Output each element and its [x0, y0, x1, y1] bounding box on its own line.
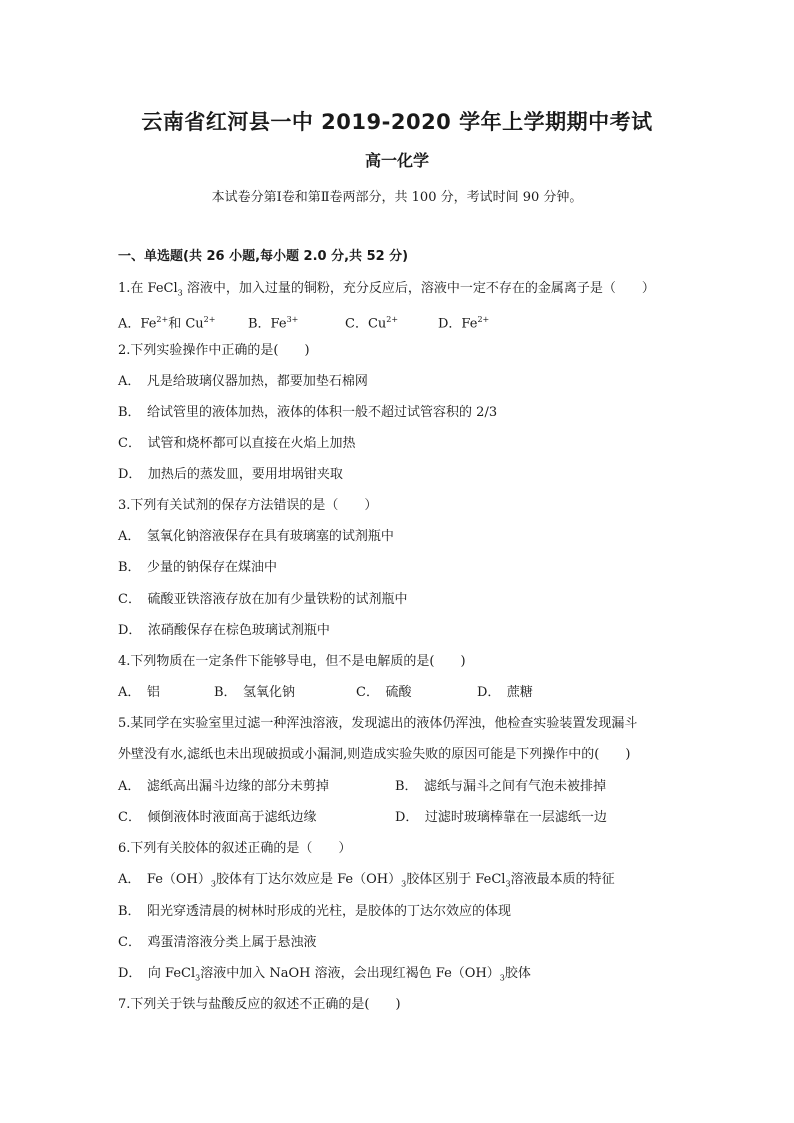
- exam-intro: 本试卷分第Ⅰ卷和第Ⅱ卷两部分，共 100 分，考试时间 90 分钟。: [211, 190, 583, 205]
- q2-option-a: A． 凡是给玻璃仪器加热，都要加垫石棉网: [118, 374, 368, 389]
- exam-subtitle: 高一化学: [364, 151, 429, 170]
- q3-option-c: C． 硫酸亚铁溶液存放在加有少量铁粉的试剂瓶中: [118, 592, 408, 607]
- q1-option-d: D．$Fe^{2+}$: [438, 315, 490, 332]
- q2-option-c: C． 试管和烧杯都可以直接在火焰上加热: [118, 436, 356, 451]
- question-7-stem: 7.下列关于铁与盐酸反应的叙述不正确的是( ): [118, 997, 401, 1012]
- q4-option-d: D． 蔗糖: [477, 685, 533, 700]
- q1-option-a: A．$Fe^{2+}$和 $Cu^{2+}$: [118, 315, 216, 332]
- q3-option-b: B． 少量的钠保存在煤油中: [118, 560, 278, 575]
- q5-option-a: A． 滤纸高出漏斗边缘的部分未剪掉: [118, 779, 329, 794]
- q3-option-d: D． 浓硝酸保存在棕色玻璃试剂瓶中: [118, 623, 330, 638]
- question-1-stem: 1.在 FeCl$_3$ 溶液中，加入过量的铜粉，充分反应后，溶液中一定不存在的金属离子是（ ）: [118, 281, 655, 298]
- q4-option-b: B． 氢氧化钠: [214, 685, 296, 700]
- question-3-stem: 3.下列有关试剂的保存方法错误的是（ ）: [118, 498, 378, 513]
- question-2-stem: 2.下列实验操作中正确的是( ): [118, 343, 310, 358]
- q2-option-d: D． 加热后的蒸发皿，要用坩埚钳夹取: [118, 467, 343, 482]
- q4-option-a: A． 铝: [118, 685, 160, 700]
- q6-option-b: B． 阳光穿透清晨的树林时形成的光柱，是胶体的丁达尔效应的体现: [118, 904, 512, 919]
- q2-option-b: B． 给试管里的液体加热，液体的体积一般不超过试管容积的 2/3: [118, 405, 498, 420]
- section-heading: 一、单选题(共 26 小题,每小题 2.0 分,共 52 分): [118, 249, 409, 264]
- question-5-stem-line1: 5.某同学在实验室里过滤一种浑浊溶液，发现滤出的液体仍浑浊，他检查实验装置发现漏斗: [118, 716, 638, 731]
- q6-option-d: D． 向 FeCl$_3$溶液中加入 NaOH 溶液，会出现红褐色 $Fe(OH)_3$胶体: [118, 966, 531, 983]
- q4-option-c: C． 硫酸: [356, 685, 412, 700]
- q5-option-d: D． 过滤时玻璃棒靠在一层滤纸一边: [395, 810, 607, 825]
- q1-option-b: B．$Fe^{3+}$: [248, 315, 299, 332]
- q6-option-a: A． $Fe(OH)_3$胶体有丁达尔效应是 $Fe(OH)_3$胶体区别于 FeCl$_3$溶液最本质的特征: [118, 872, 615, 889]
- q5-option-c: C． 倾倒液体时液面高于滤纸边缘: [118, 810, 317, 825]
- exam-title: 云南省红河县一中 2019-2020 学年上学期期中考试: [141, 110, 653, 134]
- question-4-stem: 4.下列物质在一定条件下能够导电，但不是电解质的是( ): [118, 654, 466, 669]
- q6-option-c: C． 鸡蛋清溶液分类上属于悬浊液: [118, 935, 317, 950]
- question-6-stem: 6.下列有关胶体的叙述正确的是（ ）: [118, 841, 352, 856]
- q5-option-b: B． 滤纸与漏斗之间有气泡未被排掉: [395, 779, 607, 794]
- question-5-stem-line2: 外壁没有水,滤纸也未出现破损或小漏洞,则造成实验失败的原因可能是下列操作中的( ): [118, 747, 631, 762]
- q3-option-a: A． 氢氧化钠溶液保存在具有玻璃塞的试剂瓶中: [118, 529, 394, 544]
- q1-option-c: C．$Cu^{2+}$: [345, 315, 399, 332]
